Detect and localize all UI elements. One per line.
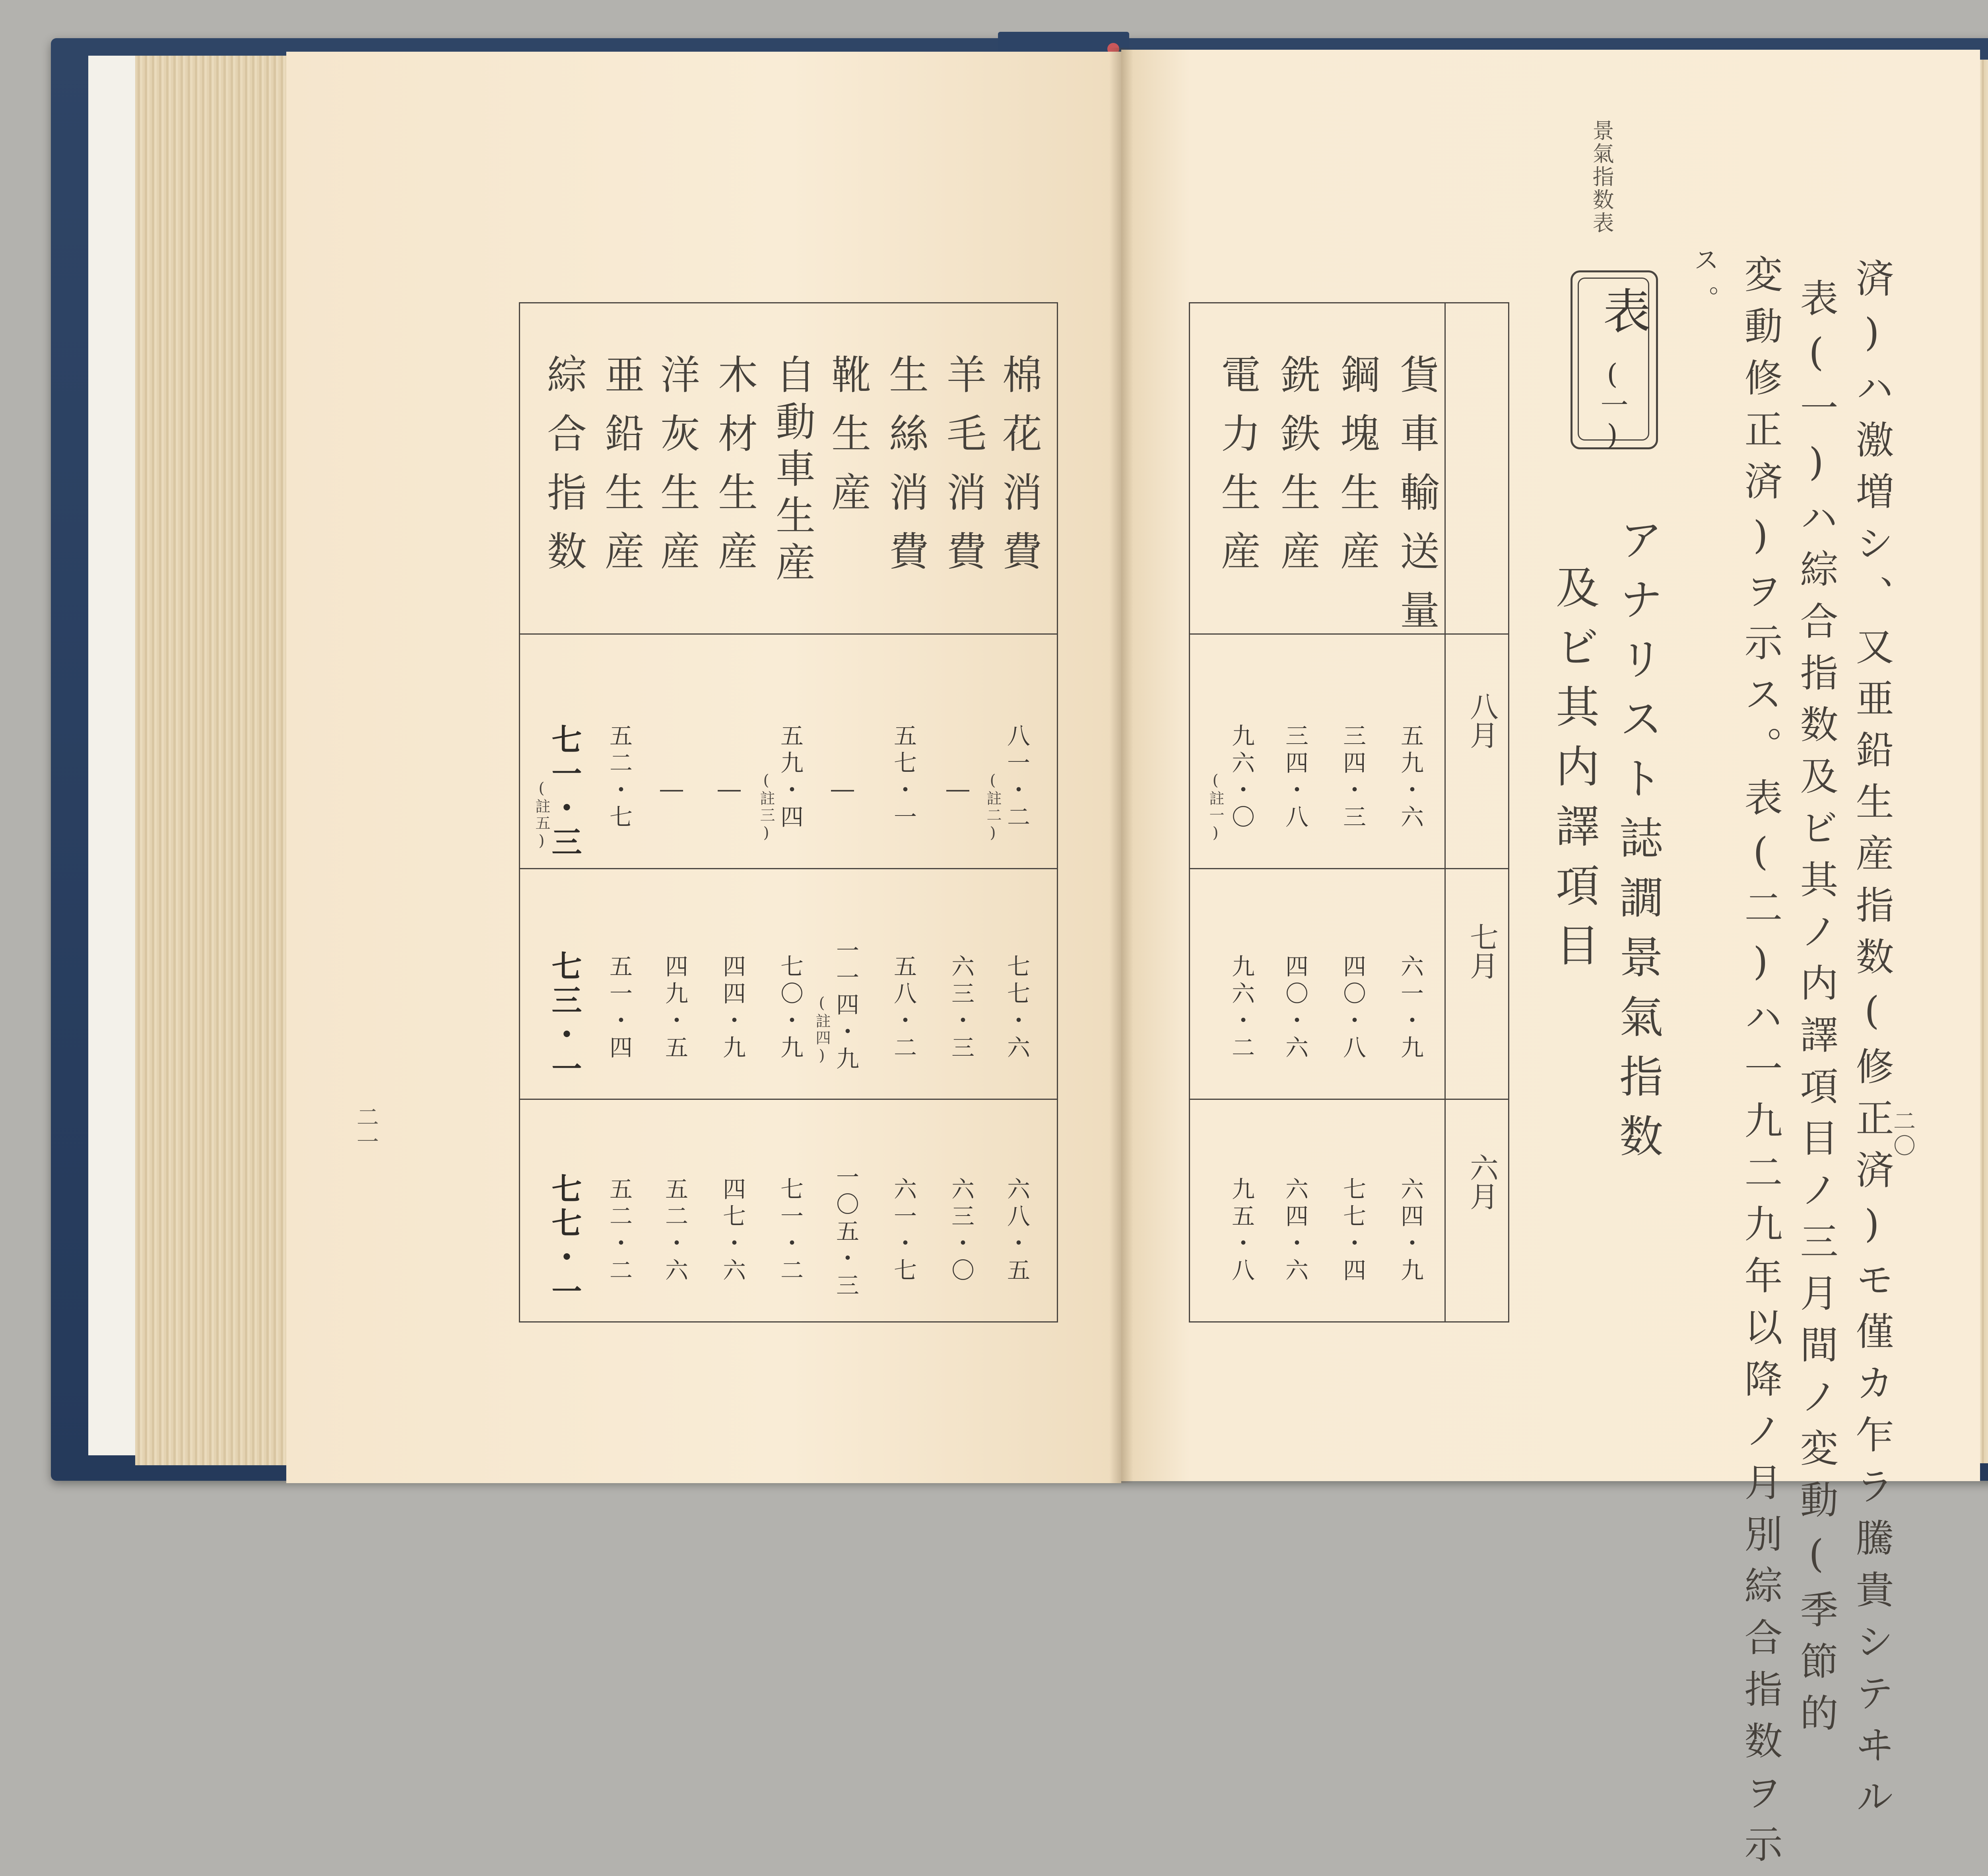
table-cell: 六四・九 [1397,1177,1424,1285]
table-cell: ― [716,775,743,806]
table-row-item: 生絲消費 [882,354,929,589]
table-cell: ― [829,775,856,806]
table-cell: 四七・六 [719,1177,746,1285]
table-cell: 七〇・九 [777,954,804,1062]
table-cell: 七七・四 [1339,1177,1366,1285]
table-cell: 五二・二 [606,1177,633,1285]
table-cell: 五九・六 [1397,724,1424,832]
running-header: 景氣指数表 [1589,119,1614,235]
table-cell: 四〇・六 [1281,954,1309,1062]
table-row-item: 銑鉄生産 [1274,354,1320,589]
table-cell: 九六・〇 [1228,724,1255,832]
table-row-item: 靴生産 [825,354,871,530]
body-line-2: 表(一)ハ綜合指数及ビ其ノ内譯項目ノ三月間ノ変動(季節的 [1794,278,1839,1745]
table-row-item: 棉花消費 [996,354,1042,589]
table-cell: 六一・七 [890,1177,917,1285]
table-cell: 五二・六 [661,1177,688,1285]
table-cell: 七七・六 [1003,954,1030,1062]
table-cell: 九六・二 [1228,954,1255,1062]
table-cell: ― [944,775,971,806]
table-title-line-2: 及ビ其内譯項目 [1549,565,1600,982]
table-cell-total: 七七・一 [547,1173,582,1310]
table-row-item: 綜合指数 [540,354,587,589]
month-jun: 六月 [1465,1153,1499,1210]
page-number-left: 二一 [353,1105,379,1155]
table-note: (註五) [533,779,550,851]
table-cell: 八一・二 [1003,724,1030,832]
page-edges-left [135,56,294,1465]
table-number: (一) [1596,358,1629,451]
month-jul: 七月 [1465,922,1499,980]
table-cell: 六四・六 [1281,1177,1309,1285]
table-row-item: 木材生産 [711,354,758,589]
table-note: (註四) [813,994,831,1066]
table-cell: 五二・七 [606,724,633,832]
table-row-item: 貨車輸送量 [1393,354,1440,648]
table-cell: 三四・八 [1281,724,1309,832]
table-row-item: 電力生産 [1214,354,1261,589]
table-row-item: 洋灰生産 [654,354,700,589]
table-cell: 九五・八 [1228,1177,1255,1285]
table-label: 表 [1595,286,1650,334]
table-cell: 五一・四 [606,954,633,1062]
table-note: (註三) [757,771,775,843]
table-row-item: 鋼塊生産 [1334,354,1380,589]
table-cell-total: 七三・一 [547,950,582,1087]
book-gutter [1109,48,1133,1483]
body-line-3: 変動修正済)ヲ示ス。表(二)ハ一九二九年以降ノ月別綜合指数ヲ示 [1738,254,1783,1876]
table-cell: 六三・三 [947,954,975,1062]
table-row-item: 亜鉛生産 [598,354,645,589]
table-cell: 五九・四 [777,724,804,832]
table-cell-total: 七一・三 [547,724,582,860]
table-row-item: 羊毛消費 [940,354,986,589]
page-number-right: 二〇 [1890,1109,1916,1159]
table-cell: ― [658,775,685,806]
table-cell: 三四・三 [1339,724,1366,832]
table-row-item: 自動車生産 [769,354,815,588]
body-line-4: ス。 [1689,247,1719,324]
table-cell: 四九・五 [661,954,688,1062]
table-note: (註一) [1207,771,1224,843]
table-cell: 七一・二 [777,1177,804,1285]
table-cell: 六三・〇 [947,1177,975,1285]
table-title-line-1: アナリスト誌譋景氣指数 [1612,517,1663,1173]
month-aug: 八月 [1465,692,1499,749]
body-line-1: 済)ハ激増シ、又亜鉛生産指数(修正済)モ僅カ乍ラ騰貴シテヰル [1850,258,1894,1828]
table-cell: 四四・九 [719,954,746,1062]
table-note: (註二) [984,771,1002,843]
table-cell: 六八・五 [1003,1177,1030,1285]
table-cell: 一〇五・三 [832,1165,859,1300]
table-cell: 六一・九 [1397,954,1424,1062]
table-cell: 五八・二 [890,954,917,1062]
table-cell: 一一四・九 [832,938,859,1074]
table-cell: 四〇・八 [1339,954,1366,1062]
table-cell: 五七・一 [890,724,917,832]
